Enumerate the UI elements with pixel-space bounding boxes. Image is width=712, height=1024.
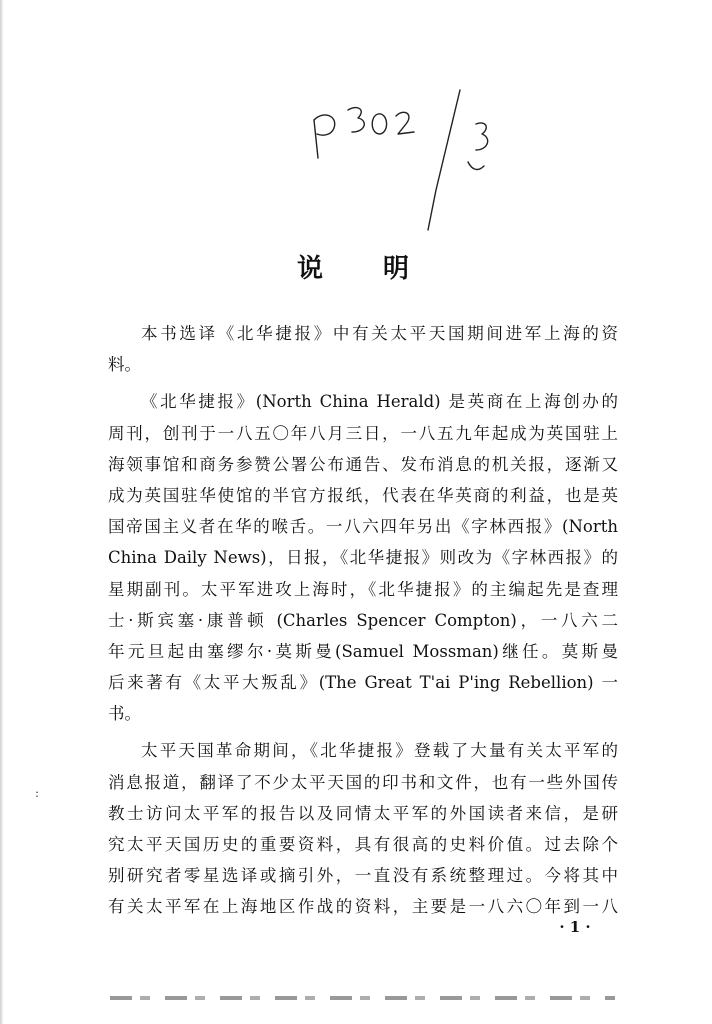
page-number: · 1 · [559,918,591,936]
text-line: 别研究者零星选译或摘引外，一直没有系统整理过。今将其中 [108,866,618,886]
text-line: 年元旦起由塞缪尔·莫斯曼(Samuel Mossman)继任。莫斯曼 [108,641,618,661]
text-line: 教士访问太平军的报告以及同情太平军的外国读者来信，是研 [108,803,618,823]
text-line: 成为英国驻华使馆的半官方报纸，代表在华英商的利益，也是英 [108,485,618,505]
text-line: 星期副刊。太平军进攻上海时，《北华捷报》的主编起先是查理 [108,579,618,599]
text-line: 料。 [108,355,141,375]
text-line: 海领事馆和商务参赞公署公布通告、发布消息的机关报，逐渐又 [108,454,618,474]
text-line: 太平天国革命期间，《北华捷报》登载了大量有关太平军的 [141,741,618,761]
text-line: 书。 [108,704,141,724]
text-line: 周刊，创刊于一八五〇年八月三日，一八五九年起成为英国驻上 [108,423,618,443]
text-line: 有关太平军在上海地区作战的资料，主要是一八六〇年到一八 [108,897,618,917]
body-text [108,318,618,929]
text-line: 究太平天国历史的重要资料，具有很高的史料价值。过去除个 [108,835,618,854]
text-line: 后来著有《太平大叛乱》(The Great T'ai P'ing Rebellion) 一 [108,673,618,693]
page-title [0,248,712,285]
paragraph-1 [108,318,618,380]
title-char: 明 [383,254,416,284]
page-edge-shadow [0,0,3,1024]
text-line: 本书选译《北华捷报》中有关太平天国期间进军上海的资 [141,324,618,343]
paragraph-3 [108,735,618,922]
text-line: 消息报道，翻译了不少太平天国的印书和文件，也有一些外国传 [108,772,618,792]
handwritten-call-number [300,80,530,240]
text-line: 国帝国主义者在华的喉舌。一八六四年另出《字林西报》(North [108,517,618,537]
scan-artifact-line [110,996,615,1000]
text-line: 士·斯宾塞·康普顿 (Charles Spencer Compton)，一八六二 [108,610,618,630]
text-line: China Daily News)，日报，《北华捷报》则改为《字林西报》的 [108,548,618,568]
text-line: 《北华捷报》(North China Herald) 是英商在上海创办的 [141,392,618,412]
margin-mark: : [35,786,40,800]
title-char: 说 [296,254,329,284]
paragraph-2 [108,386,618,729]
